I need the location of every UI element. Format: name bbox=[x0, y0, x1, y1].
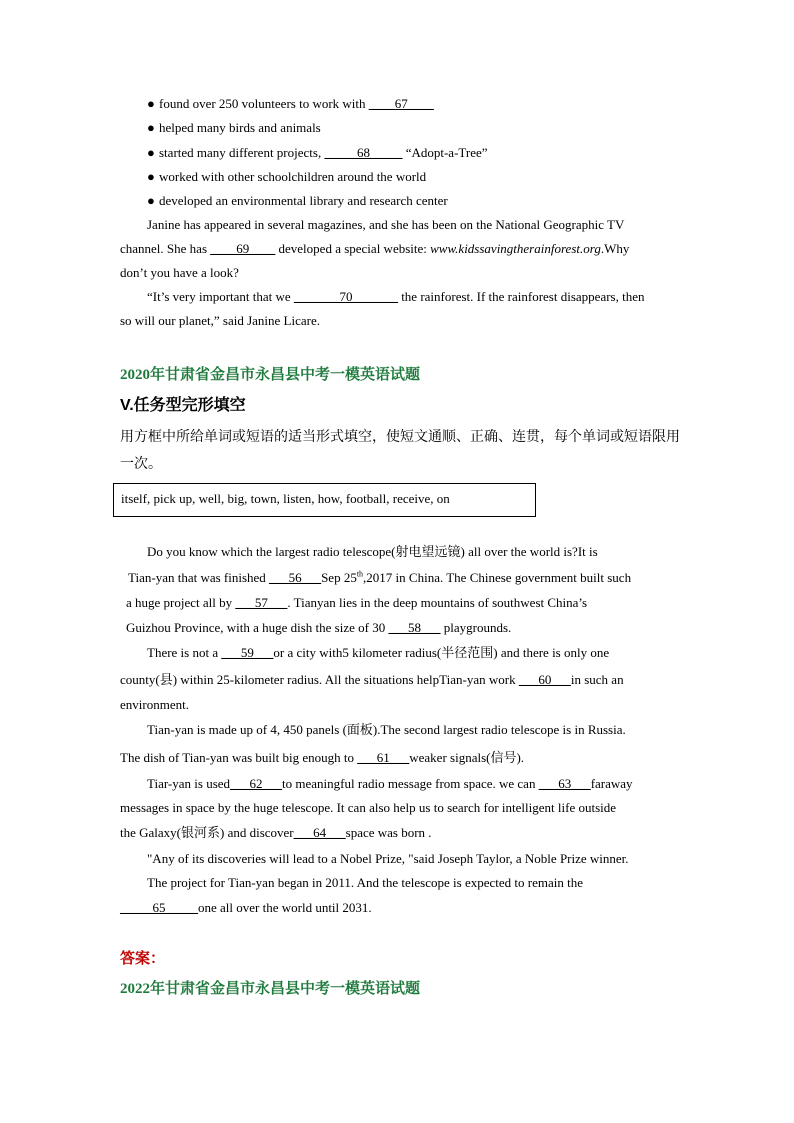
passage-line: "Any of its discoveries will lead to a Nobel Prize, "said Joseph Taylor, a Noble Prize winner. bbox=[147, 851, 629, 866]
bullet-item: ● found over 250 volunteers to work with ____67____ bbox=[147, 96, 434, 111]
passage-line: The dish of Tian-yan was built big enough to ___61___weaker signals(信号). bbox=[120, 750, 525, 765]
bullet-item: ● started many different projects, _____68_____ “Adopt-a-Tree” bbox=[147, 145, 488, 160]
blank-56: ___56___ bbox=[269, 570, 322, 585]
passage-line: messages in space by the huge telescope. It can also help us to search for intelligent life outside bbox=[120, 800, 617, 815]
blank-70: _______70_______ bbox=[293, 289, 398, 304]
blank-58: ___58___ bbox=[388, 620, 441, 635]
passage-line: The project for Tian-yan began in 2011. And the telescope is expected to remain the bbox=[147, 875, 583, 890]
passage-line: Tiar-yan is used___62___to meaningful radio message from space. we can ___63___faraway bbox=[147, 776, 633, 791]
blank-59: ___59___ bbox=[221, 645, 274, 660]
word-box bbox=[113, 483, 536, 517]
blank-60: ___60___ bbox=[518, 672, 571, 687]
passage-line: Guizhou Province, with a huge dish the size of 30 ___58___ playgrounds. bbox=[126, 620, 512, 635]
blank-62: ___62___ bbox=[230, 776, 283, 791]
passage-line: environment. bbox=[120, 697, 189, 712]
paragraph-line: so will our planet,” said Janine Licare. bbox=[120, 313, 320, 328]
passage-line: Tian-yan that was finished ___56___Sep 25th,2017 in China. The Chinese government built such bbox=[128, 569, 632, 585]
blank-69: ____69____ bbox=[210, 241, 276, 256]
blank-68: _____68_____ bbox=[324, 145, 403, 160]
paragraph-line: don’t you have a look? bbox=[120, 265, 239, 280]
instruction-text: 一次。 bbox=[120, 456, 162, 472]
passage-line: There is not a ___59___or a city with5 kilometer radius(半径范围) and there is only one bbox=[147, 645, 610, 660]
section-title: V.任务型完形填空 bbox=[120, 397, 246, 414]
passage-line: _____65_____one all over the world until 2031. bbox=[120, 900, 372, 915]
bullet-item: ● helped many birds and animals bbox=[147, 120, 321, 135]
passage-line: Do you know which the largest radio telescope(射电望远镜) all over the world is?It is bbox=[147, 544, 598, 559]
blank-67: ____67____ bbox=[368, 96, 434, 111]
passage-line: county(县) within 25-kilometer radius. All the situations helpTian-yan work ___60___in such an bbox=[120, 672, 624, 687]
paragraph-line: Janine has appeared in several magazines, and she has been on the National Geographic TV bbox=[147, 217, 625, 232]
blank-61: ___61___ bbox=[357, 750, 410, 765]
passage-line: Tian-yan is made up of 4, 450 panels (面板).The second largest radio telescope is in Russia. bbox=[147, 722, 626, 737]
passage-line: a huge project all by ___57___. Tianyan lies in the deep mountains of southwest China’s bbox=[126, 595, 588, 610]
exam-title-2020: 2020年甘肃省金昌市永昌县中考一模英语试题 bbox=[120, 367, 421, 383]
blank-64: ___64___ bbox=[293, 825, 346, 840]
paragraph-line: “It’s very important that we _______70_______ the rainforest. If the rainforest disappears, then bbox=[147, 289, 645, 304]
passage-line: the Galaxy(银河系) and discover___64___space was born . bbox=[120, 825, 432, 840]
word-box-text: itself, pick up, well, big, town, listen, how, football, receive, on bbox=[121, 491, 450, 506]
exam-title-2022: 2022年甘肃省金昌市永昌县中考一模英语试题 bbox=[120, 981, 421, 997]
website-link[interactable]: www.kidssavingtherainforest.org bbox=[430, 241, 601, 256]
bullet-item: ● worked with other schoolchildren around the world bbox=[147, 169, 427, 184]
bullet-item: ● developed an environmental library and research center bbox=[147, 193, 448, 208]
blank-57: ___57___ bbox=[235, 595, 288, 610]
paragraph-line: channel. She has ____69____ developed a special website: www.kidssavingtherainforest.org.Why bbox=[120, 241, 630, 256]
blank-63: ___63___ bbox=[538, 776, 591, 791]
blank-65: _____65_____ bbox=[120, 900, 198, 915]
answer-label: 答案： bbox=[120, 951, 166, 967]
instruction-text: 用方框中所给单词或短语的适当形式填空，使短文通顺、正确、连贯，每个单词或短语限用 bbox=[120, 429, 680, 445]
